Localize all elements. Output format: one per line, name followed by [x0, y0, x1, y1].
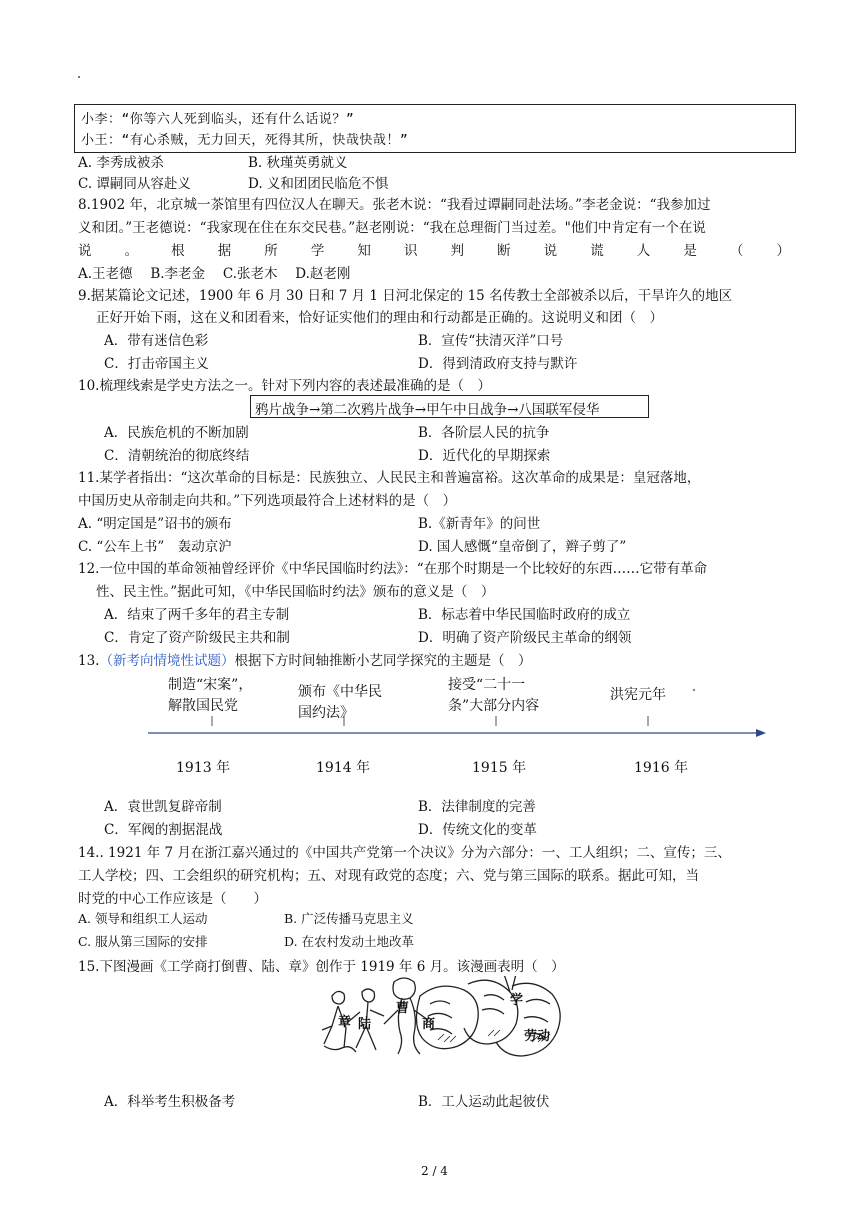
q14-option-a: A. 领导和组织工人运动: [78, 911, 208, 926]
q13-option-b: B．法律制度的完善: [418, 799, 536, 815]
q8-line-3-char: 根: [171, 243, 185, 259]
q9-option-b: B．宣传“扶清灭洋”口号: [418, 333, 564, 349]
q10-option-c: C．清朝统治的彻底终结: [104, 448, 250, 464]
q8-line-3-char: 知: [357, 243, 371, 259]
cartoon-illustration: [318, 976, 576, 1082]
q7-option-a: A. 李秀成被杀: [78, 155, 164, 171]
q11-line-1: 11.某学者指出：“这次革命的目标是：民族独立、人民民主和普遍富裕。这次革命的成果是：皇冠落地，: [78, 470, 701, 486]
q13-tag: （新考向情境性试题）: [99, 653, 235, 669]
q11-line-2: 中国历史从帝制走向共和。”下列选项最符合上述材料的是（ ）: [78, 493, 457, 509]
q10-line-1: 10.梳理线索是学史方法之一。针对下列内容的表述最准确的是（ ）: [78, 378, 491, 394]
q10-option-b: B．各阶层人民的抗争: [418, 425, 550, 441]
q8-line-3-char: 识: [403, 243, 418, 259]
q8-line-3-char: 据: [217, 243, 232, 259]
timeline-year-1915: 1915 年: [472, 760, 527, 776]
q12-option-c: C．肯定了资产阶级民主共和制: [104, 630, 290, 646]
q8-line-3-char: 判: [450, 243, 464, 259]
q8-line-3-char: 人: [636, 243, 651, 259]
stray-dot: [693, 689, 695, 691]
timeline-year-1913: 1913 年: [176, 760, 231, 776]
dialogue-line-2: 小王：“有心杀贼，无力回天，死得其所，快哉快哉！”: [81, 133, 409, 148]
q8-line-3-char: 是: [683, 243, 697, 259]
q8-options: A.王老德 B.李老金 C.张老木 D.赵老刚: [78, 266, 351, 282]
q10-flow-text: 鸦片战争→第二次鸦片战争→甲午中日战争→八国联军侵华: [255, 402, 600, 418]
q9-option-a: A．带有迷信色彩: [104, 333, 209, 349]
q11-option-b: B.《新青年》的问世: [418, 516, 541, 532]
timeline-event-2-line-2: 国约法》: [298, 705, 354, 721]
q8-line-3-char: 断: [497, 243, 511, 259]
q13-option-a: A．袁世凯复辟帝制: [104, 799, 222, 815]
cartoon-label-shang: 商: [422, 1016, 436, 1031]
q13-text: 根据下方时间轴推断小艺同学探究的主题是（ ）: [234, 653, 532, 669]
timeline-event-1-line-1: 制造“宋案”，: [168, 677, 253, 693]
q14-option-b: B. 广泛传播马克思主义: [284, 911, 414, 926]
q11-option-a: A. “明定国是”诏书的颁布: [78, 516, 232, 532]
cartoon-label-cao: 曹: [396, 1000, 410, 1015]
q12-option-d: D．明确了资产阶级民主革命的纲领: [418, 630, 632, 646]
q14-line-1: 14.. 1921 年 7 月在浙江嘉兴通过的《中国共产党第一个决议》分为六部分：一、工人组织；二、宣传；三、: [78, 845, 731, 861]
q8-line-3-char: 。: [124, 243, 139, 259]
dialogue-line-1: 小李：“你等六人死到临头，还有什么话说？”: [81, 112, 355, 127]
timeline-event-2-line-1: 颁布《中华民: [298, 684, 382, 700]
q12-option-a: A．结束了两千多年的君主专制: [104, 607, 290, 623]
timeline-year-1916: 1916 年: [634, 760, 689, 776]
q13-option-c: C．军阀的割据混战: [104, 822, 223, 838]
q7-option-b: B. 秋瑾英勇就义: [248, 155, 348, 171]
q8-line-3-char: ）: [776, 243, 790, 259]
q12-option-b: B．标志着中华民国临时政府的成立: [418, 607, 631, 623]
q11-option-d: D. 国人感慨“皇帝倒了，辫子剪了”: [418, 539, 627, 555]
q14-line-2: 工人学校；四、工会组织的研究机构；五、对现有政党的态度；六、党与第三国际的联系。据此可知，当: [78, 868, 699, 884]
q8-line-3-char: 所: [264, 243, 278, 259]
q14-line-3: 时党的中心工作应该是（ ）: [78, 891, 267, 907]
q9-option-d: D．得到清政府支持与默许: [418, 356, 578, 372]
q14-option-d: D. 在农村发动土地改革: [284, 934, 415, 949]
timeline-event-3-line-2: 条”大部分内容: [448, 698, 540, 714]
q7-option-d: D. 义和团团民临危不惧: [248, 176, 389, 192]
q8-line-3-char: 学: [310, 243, 325, 259]
timeline-year-1914: 1914 年: [316, 760, 371, 776]
q9-line-2: 正好开始下雨，这在义和团看来，恰好证实他们的理由和行动都是正确的。这说明义和团（ ）: [96, 310, 663, 326]
q9-option-c: C．打击帝国主义: [104, 356, 209, 372]
q8-line-3-char: 说: [543, 243, 558, 259]
cartoon-label-lu: 陆: [358, 1016, 372, 1031]
q9-line-1: 9.据某篇论文记述，1900 年 6 月 30 日和 7 月 1 日河北保定的 15 名传教士全部被杀以后，干旱许久的地区: [78, 288, 733, 304]
q8-line-3-char: 谎: [590, 243, 604, 259]
q8-line-3-char: 说: [78, 243, 92, 259]
q12-line-1: 12.一位中国的革命领袖曾经评价《中华民国临时约法》：“在那个时期是一个比较好的东西……它带有革命: [78, 561, 708, 577]
q13-number: 13.: [78, 653, 100, 669]
page-number: 2 / 4: [421, 1164, 448, 1178]
timeline-event-1-line-2: 解散国民党: [168, 698, 238, 714]
q8-line-1: 8.1902 年，北京城一茶馆里有四位汉人在聊天。张老木说：“我看过谭嗣同赴法场。”李老金说：“我参加过: [78, 197, 711, 213]
q12-line-2: 性、民主性。”据此可知，《中华民国临时约法》颁布的意义是（ ）: [96, 584, 495, 600]
q15-option-a: A．科举考生积极备考: [104, 1094, 236, 1110]
q8-line-3-char: （: [729, 243, 744, 259]
q7-option-c: C. 谭嗣同从容赴义: [78, 176, 191, 192]
q15-line-1: 15.下图漫画《工学商打倒曹、陆、章》创作于 1919 年 6 月。该漫画表明（ ）: [78, 959, 565, 975]
q14-option-c: C. 服从第三国际的安排: [78, 934, 208, 949]
q11-option-c: C. “公车上书” 轰动京沪: [78, 539, 232, 555]
q8-line-2: 义和团。”王老德说：“我家现在住在东交民巷。”赵老刚说：“我在总理衙门当过差。"他们中肯定有一个在说: [78, 220, 706, 236]
q13-option-d: D．传统文化的变革: [418, 822, 537, 838]
timeline-arrowhead: [756, 729, 766, 737]
q10-option-a: A．民族危机的不断加剧: [104, 425, 249, 441]
cartoon-label-zhang: 章: [338, 1014, 352, 1029]
cartoon-label-xue: 学: [510, 992, 524, 1007]
q15-option-b: B．工人运动此起彼伏: [418, 1094, 550, 1110]
timeline-event-3-line-1: 接受“二十一: [448, 677, 526, 693]
timeline-event-4-line-1: 洪宪元年: [610, 687, 666, 703]
cartoon-label-laodong: 劳动: [524, 1028, 551, 1043]
q10-option-d: D．近代化的早期探索: [418, 448, 551, 464]
